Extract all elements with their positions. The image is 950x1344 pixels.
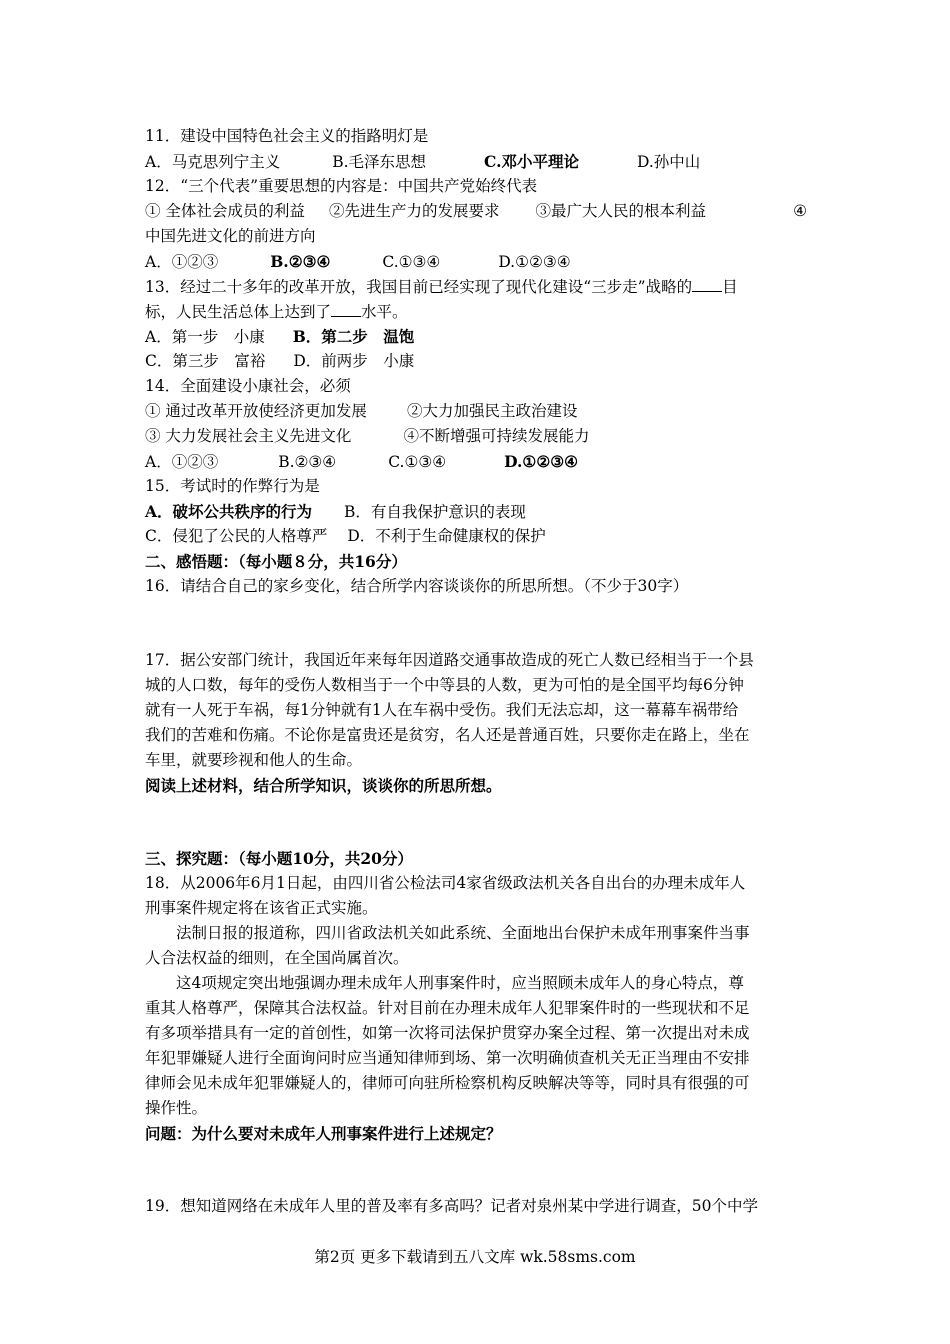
q12-items [145,199,807,224]
q17-prompt: 阅读上述材料，结合所学知识，谈谈你的所思所想。 [145,776,502,795]
q14-item-1: ① 通过改革开放使经济更加发展 [145,402,367,420]
q15-option-b: B．有自我保护意识的表现 [344,503,526,521]
q15-options-row-2 [145,524,546,549]
q13-option-d: D．前两步 小康 [293,352,415,370]
q12-item-4-marker: ④ [793,202,807,220]
q17-line-3: 就有一人死于车祸，每1分钟就有1人在车祸中受伤。我们无法忘却，这一幕幕车祸带给 [145,701,739,719]
q15-option-a: A．破坏公共秩序的行为 [145,502,313,521]
q11-option-a: A．马克思列宁主义 [145,153,281,171]
q11-option-d: D.孙中山 [637,153,701,171]
page-footer: 第2页 更多下载请到五八文库 wk.58sms.com [314,1248,636,1266]
q14-stem: 14．全面建设小康社会，必须 [145,377,351,395]
q13-options-row-1 [145,324,414,349]
q15-options-row-1 [145,499,526,524]
q18-line-4: 人合法权益的细则，在全国尚属首次。 [145,949,409,967]
q11-options [145,149,700,174]
q14-item-2: ②大力加强民主政治建设 [406,402,578,420]
section-2-title: 二、感悟题：（每小题８分，共16分） [145,552,407,571]
q12-stem: 12．“三个代表”重要思想的内容是：中国共产党始终代表 [145,177,538,195]
q13-line-2-text: 标，人民生活总体上达到了 [145,303,332,321]
q13-blank-2 [331,299,361,317]
q14-option-b: B.②③④ [278,453,337,471]
q12-item-4-text: 中国先进文化的前进方向 [145,227,316,245]
q12-item-1: ① 全体社会成员的利益 [145,202,305,220]
q13-option-b: B．第二步 温饱 [292,327,415,346]
q18-line-6: 重其人格尊严，保障其合法权益。针对目前在办理未成年人犯罪案件时的一些现状和不足 [145,999,750,1017]
q18-line-7: 有多项举措具有一定的首创性，如第一次将司法保护贯穿办案全过程、第一次提出对未成 [145,1024,750,1042]
q14-option-c: C.①③④ [388,453,447,471]
q14-items-row-2 [145,424,589,449]
q17-line-2: 城的人口数，每年的受伤人数相当于一个中等县的人数，更为可怕的是全国平均每6分钟 [145,676,744,694]
q18-question: 问题：为什么要对未成年人刑事案件进行上述规定？ [145,1124,502,1143]
q14-item-4: ④不断增强可持续发展能力 [403,427,590,445]
q12-item-2: ②先进生产力的发展要求 [328,202,500,220]
q14-option-a: A．①②③ [145,453,219,471]
q18-line-10: 操作性。 [145,1099,208,1117]
q12-option-d: D.①②③④ [498,253,571,271]
q13-options-row-2 [145,349,414,374]
q15-option-d: D．不利于生命健康权的保护 [347,527,546,545]
q14-options [145,449,578,474]
q13-blank-1 [692,274,722,292]
q11-option-c: C.邓小平理论 [484,152,579,171]
q12-item-3: ③最广大人民的根本利益 [535,202,706,220]
q14-option-d: D.①②③④ [504,452,579,471]
section-3-title: 三、探究题：（每小题10分，共20分） [145,849,413,868]
q18-line-2: 刑事案件规定将在该省正式实施。 [145,899,378,917]
q18-line-1: 18．从2006年6月1日起，由四川省公检法司4家省级政法机关各自出台的办理未成年人 [145,874,746,892]
q17-line-1: 17．据公安部门统计，我国近年来每年因道路交通事故造成的死亡人数已经相当于一个县 [145,651,754,669]
q14-items-row-1 [145,399,577,424]
q18-line-9: 律师会见未成年犯罪嫌疑人的，律师可向驻所检察机构反映解决等等，同时具有很强的可 [145,1074,750,1092]
q13-line-2 [145,299,408,324]
q16-text: 16．请结合自己的家乡变化，结合所学内容谈谈你的所思所想。（不少于30字） [145,577,689,595]
q19-text: 19．想知道网络在未成年人里的普及率有多高吗？记者对泉州某中学进行调查，50个中学 [145,1197,758,1215]
q13-line-2-end: 水平。 [361,303,408,321]
q14-item-3: ③ 大力发展社会主义先进文化 [145,427,352,445]
q13-line-1 [145,274,738,299]
q18-line-3: 法制日报的报道称，四川省政法机关如此系统、全面地出台保护未成年刑事案件当事 [145,924,750,942]
q18-line-5: 这4项规定突出地强调办理未成年人刑事案件时，应当照顾未成年人的身心特点，尊 [145,974,744,992]
q17-line-4: 我们的苦难和伤痛。不论你是富贵还是贫穷，名人还是普通百姓，只要你走在路上，坐在 [145,726,750,744]
q15-stem: 15．考试时的作弊行为是 [145,477,320,495]
q11-option-b: B.毛泽东思想 [332,153,427,171]
q15-option-c: C．侵犯了公民的人格尊严 [145,527,328,545]
q12-option-b: B.②③④ [270,252,331,271]
q13-option-c: C．第三步 富裕 [145,352,266,370]
q12-options [145,249,571,274]
q11-stem: 11．建设中国特色社会主义的指路明灯是 [145,127,429,145]
q13-option-a: A．第一步 小康 [145,328,265,346]
q13-line-1-text: 13．经过二十多年的改革开放，我国目前已经实现了现代化建设“三步走”战略的 [145,278,693,296]
q18-line-8: 年犯罪嫌疑人进行全面询问时应当通知律师到场、第一次明确侦查机关无正当理由不安排 [145,1049,750,1067]
q13-line-1-end: 目 [722,278,738,296]
q12-option-c: C.①③④ [382,253,441,271]
q12-option-a: A．①②③ [145,253,219,271]
q17-line-5: 车里，就要珍视和他人的生命。 [145,751,363,769]
